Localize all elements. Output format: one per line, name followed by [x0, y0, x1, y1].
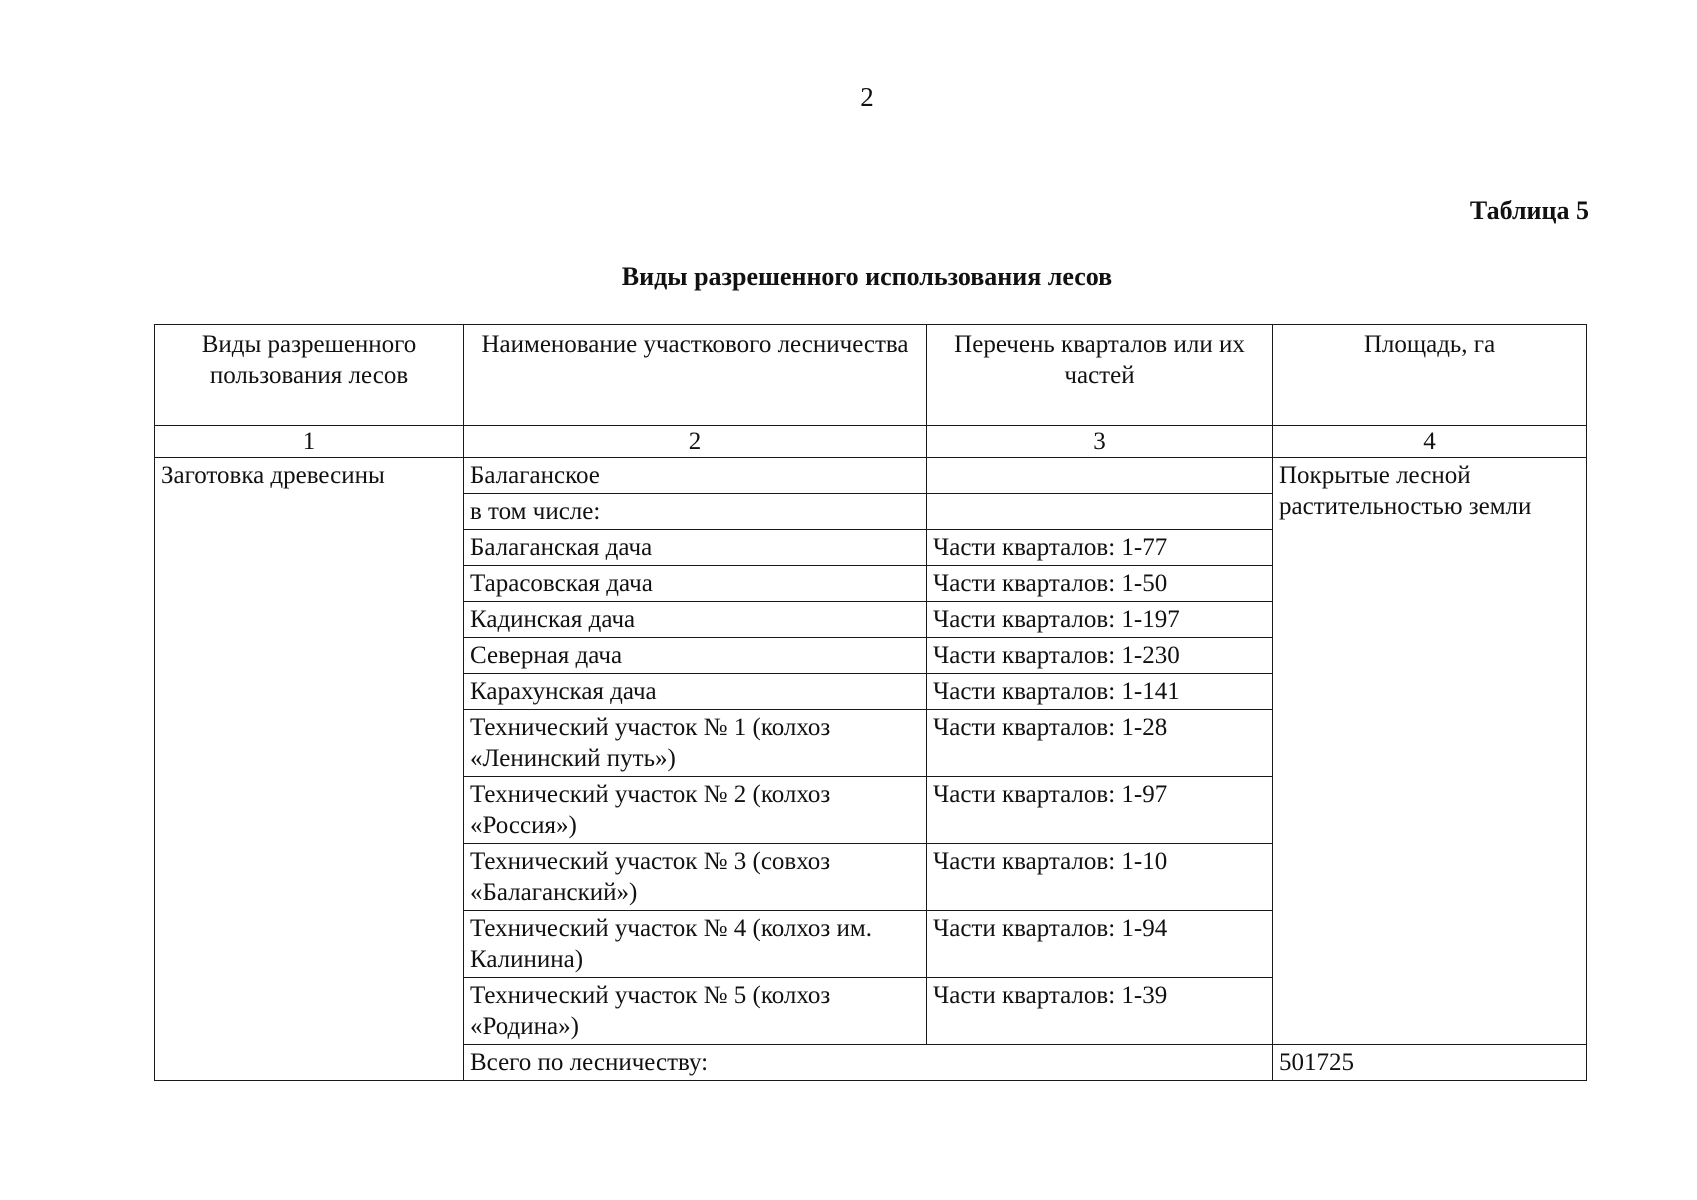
column-number-row	[155, 426, 1587, 458]
header-area: Площадь, га	[1273, 325, 1587, 426]
forestry-name-cell: Кадинская дача	[464, 602, 927, 638]
column-number: 2	[464, 426, 927, 458]
quarters-cell: Части кварталов: 1-230	[927, 638, 1273, 674]
quarters-cell: Части кварталов: 1-28	[927, 710, 1273, 777]
forestry-name-cell: Технический участок № 1 (колхоз «Ленинский путь»)	[464, 710, 927, 777]
quarters-cell: Части кварталов: 1-197	[927, 602, 1273, 638]
use-type-cell: Заготовка древесины	[155, 458, 464, 1081]
forestry-name-cell: в том числе:	[464, 494, 927, 530]
header-forestry-name: Наименование участкового лесничества	[464, 325, 927, 426]
forest-use-table	[154, 324, 1587, 1081]
quarters-cell: Части кварталов: 1-39	[927, 978, 1273, 1045]
forestry-name-cell: Технический участок № 2 (колхоз «Россия»)	[464, 777, 927, 844]
table-row	[155, 458, 1587, 494]
page-number: 2	[860, 82, 874, 112]
header-quarters: Перечень кварталов или их частей	[927, 325, 1273, 426]
table-label: Таблица 5	[1469, 196, 1589, 225]
document-title: Виды разрешенного использования лесов	[621, 262, 1113, 291]
quarters-cell: Части кварталов: 1-141	[927, 674, 1273, 710]
column-number: 3	[927, 426, 1273, 458]
forestry-name-cell: Северная дача	[464, 638, 927, 674]
forestry-name-cell: Балаганское	[464, 458, 927, 494]
quarters-cell: Части кварталов: 1-77	[927, 530, 1273, 566]
quarters-cell	[927, 458, 1273, 494]
total-value: 501725	[1273, 1045, 1587, 1081]
total-label: Всего по лесничеству:	[464, 1045, 1273, 1081]
quarters-cell: Части кварталов: 1-10	[927, 844, 1273, 911]
quarters-cell: Части кварталов: 1-94	[927, 911, 1273, 978]
quarters-cell: Части кварталов: 1-50	[927, 566, 1273, 602]
forestry-name-cell: Технический участок № 3 (совхоз «Балаганский»)	[464, 844, 927, 911]
area-note-cell: Покрытые лесной растительностью земли	[1273, 458, 1587, 1045]
quarters-cell: Части кварталов: 1-97	[927, 777, 1273, 844]
forestry-name-cell: Технический участок № 4 (колхоз им. Калинина)	[464, 911, 927, 978]
header-use-type: Виды разрешенного пользования лесов	[155, 325, 464, 426]
column-number: 1	[155, 426, 464, 458]
quarters-cell	[927, 494, 1273, 530]
column-number: 4	[1273, 426, 1587, 458]
table-header-row	[155, 325, 1587, 426]
forestry-name-cell: Технический участок № 5 (колхоз «Родина»)	[464, 978, 927, 1045]
forestry-name-cell: Карахунская дача	[464, 674, 927, 710]
forestry-name-cell: Тарасовская дача	[464, 566, 927, 602]
forestry-name-cell: Балаганская дача	[464, 530, 927, 566]
